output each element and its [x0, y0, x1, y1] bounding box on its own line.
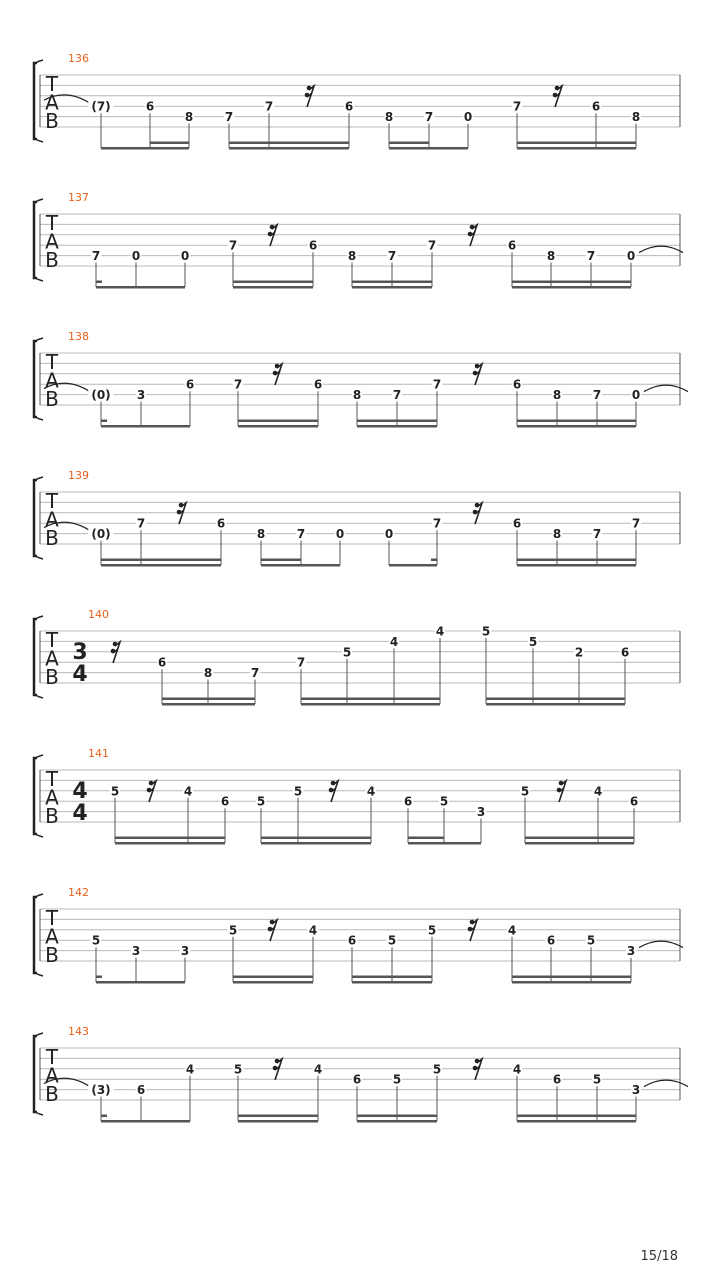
- time-signature-top: 3: [72, 640, 88, 665]
- secondary-beam: [233, 976, 313, 979]
- primary-beam: [301, 703, 440, 706]
- fret-number: 3: [131, 944, 141, 959]
- fret-number: 6: [220, 794, 230, 809]
- primary-beam: [96, 981, 185, 984]
- fret-number: 5: [91, 933, 101, 948]
- sixteenth-rest: [557, 781, 566, 802]
- bracket-hook-bottom: [35, 834, 43, 837]
- sixteenth-rest: [553, 86, 562, 107]
- fret-number: 4: [183, 784, 193, 799]
- fret-number: 3: [136, 388, 146, 403]
- fret-number: 8: [631, 110, 641, 125]
- fret-number: 8: [552, 527, 562, 542]
- sixteenth-rest: [268, 225, 277, 246]
- primary-beam: [512, 981, 631, 984]
- primary-beam: [162, 703, 255, 706]
- tab-clef-letter: T: [45, 211, 59, 235]
- fret-number: 5: [592, 1072, 602, 1087]
- measure-number: 136: [68, 52, 89, 65]
- secondary-beam: [431, 559, 437, 562]
- tab-clef-letter: B: [45, 248, 59, 272]
- secondary-beam: [517, 420, 636, 423]
- fret-number: 7: [228, 238, 238, 253]
- bracket-hook-bottom: [35, 139, 43, 142]
- primary-beam: [238, 425, 318, 428]
- tab-clef-letter: B: [45, 804, 59, 828]
- primary-beam: [352, 286, 432, 289]
- bracket-hook-top: [35, 199, 43, 202]
- tie-out-arc: [639, 246, 683, 253]
- bracket-hook-top: [35, 477, 43, 480]
- fret-number: 8: [347, 249, 357, 264]
- sixteenth-rest: [473, 364, 482, 385]
- fret-number: 5: [387, 933, 397, 948]
- fret-number: 6: [512, 377, 522, 392]
- fret-number: 5: [586, 933, 596, 948]
- tab-clef-letter: B: [45, 1082, 59, 1106]
- secondary-beam: [101, 559, 221, 562]
- tab-clef-letter: B: [45, 387, 59, 411]
- fret-number: 5: [233, 1062, 243, 1077]
- measure-number: 139: [68, 469, 89, 482]
- tab-system: [34, 1025, 688, 1123]
- fret-number: 3: [180, 944, 190, 959]
- primary-beam: [101, 147, 189, 150]
- fret-number: 5: [293, 784, 303, 799]
- tab-clef-letter: T: [45, 489, 59, 513]
- tab-clef-letter: T: [45, 1045, 59, 1069]
- tab-clef-letter: T: [45, 350, 59, 374]
- fret-number: 0: [463, 110, 473, 125]
- sixteenth-rest: [147, 781, 156, 802]
- fret-number: 7: [592, 527, 602, 542]
- bracket-hook-bottom: [35, 1112, 43, 1115]
- sixteenth-rest: [468, 225, 477, 246]
- fret-number: 8: [384, 110, 394, 125]
- system-bracket: [34, 1036, 37, 1112]
- fret-number: 8: [256, 527, 266, 542]
- tab-clef-letter: A: [45, 229, 59, 254]
- measure-number: 141: [88, 747, 109, 760]
- fret-number: 7: [432, 516, 442, 531]
- fret-number: 4: [435, 624, 445, 639]
- fret-number: 4: [313, 1062, 323, 1077]
- fret-number: 8: [546, 249, 556, 264]
- tab-clef-letter: B: [45, 526, 59, 550]
- primary-beam: [512, 286, 631, 289]
- fret-number: 4: [389, 634, 399, 649]
- tab-clef-letter: B: [45, 109, 59, 133]
- secondary-beam: [101, 420, 107, 423]
- fret-number: 5: [432, 1062, 442, 1077]
- time-signature-top: 4: [72, 779, 88, 804]
- fret-number: 6: [313, 377, 323, 392]
- secondary-beam: [352, 281, 432, 284]
- tie-out-arc: [644, 1080, 688, 1087]
- fret-number: 8: [203, 666, 213, 681]
- primary-beam: [233, 981, 313, 984]
- primary-beam: [115, 842, 225, 845]
- secondary-beam: [229, 142, 349, 145]
- fret-number: 0: [131, 249, 141, 264]
- fret-number: 7: [224, 110, 234, 125]
- tab-clef-letter: A: [45, 368, 59, 393]
- fret-number: 6: [344, 99, 354, 114]
- bracket-hook-bottom: [35, 973, 43, 976]
- fret-number: 6: [629, 794, 639, 809]
- measure-number: 137: [68, 191, 89, 204]
- tab-system: [34, 886, 683, 984]
- fret-number: (7): [91, 99, 111, 114]
- secondary-beam: [96, 976, 102, 979]
- fret-number: 4: [593, 784, 603, 799]
- secondary-beam: [352, 976, 432, 979]
- fret-number: 6: [157, 655, 167, 670]
- tab-clef-letter: B: [45, 943, 59, 967]
- sixteenth-rest: [473, 503, 482, 524]
- tab-system: [34, 191, 683, 289]
- primary-beam: [229, 147, 349, 150]
- fret-number: 5: [520, 784, 530, 799]
- secondary-beam: [101, 1115, 107, 1118]
- secondary-beam: [150, 142, 189, 145]
- secondary-beam: [525, 837, 634, 840]
- fret-number: 6: [185, 377, 195, 392]
- fret-number: 7: [512, 99, 522, 114]
- fret-number: 7: [586, 249, 596, 264]
- tab-system: [34, 52, 680, 150]
- bracket-hook-top: [35, 1033, 43, 1036]
- fret-number: 5: [439, 794, 449, 809]
- fret-number: 6: [591, 99, 601, 114]
- primary-beam: [525, 842, 634, 845]
- fret-number: 5: [256, 794, 266, 809]
- primary-beam: [233, 286, 313, 289]
- secondary-beam: [517, 142, 636, 145]
- fret-number: 0: [626, 249, 636, 264]
- primary-beam: [101, 564, 221, 567]
- sixteenth-rest: [473, 1059, 482, 1080]
- fret-number: 6: [308, 238, 318, 253]
- system-bracket: [34, 897, 37, 973]
- system-bracket: [34, 63, 37, 139]
- tab-clef-letter: B: [45, 665, 59, 689]
- secondary-beam: [301, 698, 440, 701]
- primary-beam: [517, 425, 636, 428]
- primary-beam: [389, 147, 468, 150]
- measure-number: 140: [88, 608, 109, 621]
- secondary-beam: [115, 837, 225, 840]
- sixteenth-rest: [111, 642, 120, 663]
- system-bracket: [34, 619, 37, 695]
- tab-system: [34, 608, 680, 706]
- time-signature-bottom: 4: [72, 801, 88, 826]
- secondary-beam: [96, 281, 102, 284]
- secondary-beam: [261, 837, 371, 840]
- fret-number: 6: [552, 1072, 562, 1087]
- primary-beam: [96, 286, 185, 289]
- fret-number: 6: [145, 99, 155, 114]
- tab-clef-letter: A: [45, 90, 59, 115]
- fret-number: 7: [387, 249, 397, 264]
- fret-number: 5: [481, 624, 491, 639]
- fret-number: 5: [427, 923, 437, 938]
- secondary-beam: [408, 837, 444, 840]
- fret-number: 6: [352, 1072, 362, 1087]
- bracket-hook-bottom: [35, 695, 43, 698]
- fret-number: 7: [91, 249, 101, 264]
- fret-number: 6: [620, 645, 630, 660]
- fret-number: (0): [91, 388, 111, 403]
- fret-number: 7: [392, 388, 402, 403]
- fret-number: 0: [631, 388, 641, 403]
- primary-beam: [517, 147, 636, 150]
- tab-system: [34, 747, 680, 845]
- fret-number: 6: [216, 516, 226, 531]
- tie-out-arc: [639, 941, 683, 948]
- fret-number: 6: [347, 933, 357, 948]
- secondary-beam: [233, 281, 313, 284]
- tab-clef-letter: T: [45, 767, 59, 791]
- tab-clef-letter: A: [45, 1063, 59, 1088]
- secondary-beam: [357, 420, 437, 423]
- fret-number: 0: [384, 527, 394, 542]
- fret-number: 8: [352, 388, 362, 403]
- tab-clef-letter: A: [45, 924, 59, 949]
- fret-number: 4: [185, 1062, 195, 1077]
- bracket-hook-top: [35, 894, 43, 897]
- fret-number: 7: [631, 516, 641, 531]
- system-bracket: [34, 341, 37, 417]
- system-bracket: [34, 758, 37, 834]
- sixteenth-rest: [268, 920, 277, 941]
- bracket-hook-bottom: [35, 417, 43, 420]
- fret-number: 3: [626, 944, 636, 959]
- primary-beam: [352, 981, 432, 984]
- primary-beam: [101, 425, 190, 428]
- primary-beam: [357, 1120, 437, 1123]
- fret-number: 2: [574, 645, 584, 660]
- fret-number: 0: [335, 527, 345, 542]
- tab-clef-letter: A: [45, 507, 59, 532]
- secondary-beam: [357, 1115, 437, 1118]
- sixteenth-rest: [273, 364, 282, 385]
- tie-out-arc: [644, 385, 688, 392]
- system-bracket: [34, 480, 37, 556]
- secondary-beam: [517, 1115, 636, 1118]
- sixteenth-rest: [329, 781, 338, 802]
- page-number: 15/18: [640, 1249, 678, 1264]
- fret-number: 6: [512, 516, 522, 531]
- bracket-hook-top: [35, 755, 43, 758]
- primary-beam: [486, 703, 625, 706]
- fret-number: 7: [233, 377, 243, 392]
- secondary-beam: [238, 1115, 318, 1118]
- sixteenth-rest: [468, 920, 477, 941]
- system-bracket: [34, 202, 37, 278]
- primary-beam: [101, 1120, 190, 1123]
- fret-number: 0: [180, 249, 190, 264]
- fret-number: 7: [432, 377, 442, 392]
- fret-number: 5: [392, 1072, 402, 1087]
- tab-clef-letter: A: [45, 646, 59, 671]
- bracket-hook-bottom: [35, 556, 43, 559]
- tab-system: [34, 330, 688, 428]
- sixteenth-rest: [273, 1059, 282, 1080]
- fret-number: 8: [184, 110, 194, 125]
- fret-number: 6: [507, 238, 517, 253]
- tab-clef-letter: T: [45, 628, 59, 652]
- fret-number: 7: [592, 388, 602, 403]
- primary-beam: [517, 1120, 636, 1123]
- secondary-beam: [162, 698, 255, 701]
- fret-number: (3): [91, 1083, 111, 1098]
- fret-number: 8: [552, 388, 562, 403]
- primary-beam: [357, 425, 437, 428]
- fret-number: 7: [296, 655, 306, 670]
- time-signature-bottom: 4: [72, 662, 88, 687]
- primary-beam: [517, 564, 636, 567]
- fret-number: 5: [228, 923, 238, 938]
- bracket-hook-top: [35, 616, 43, 619]
- tab-clef-letter: T: [45, 906, 59, 930]
- secondary-beam: [517, 559, 636, 562]
- primary-beam: [408, 842, 481, 845]
- fret-number: 7: [424, 110, 434, 125]
- primary-beam: [261, 842, 371, 845]
- secondary-beam: [486, 698, 625, 701]
- tab-clef-letter: A: [45, 785, 59, 810]
- fret-number: 7: [250, 666, 260, 681]
- fret-number: 4: [366, 784, 376, 799]
- sixteenth-rest: [305, 86, 314, 107]
- fret-number: 6: [403, 794, 413, 809]
- secondary-beam: [512, 976, 631, 979]
- fret-number: 4: [308, 923, 318, 938]
- fret-number: 5: [528, 634, 538, 649]
- primary-beam: [261, 564, 340, 567]
- measure-number: 143: [68, 1025, 89, 1038]
- fret-number: 7: [296, 527, 306, 542]
- fret-number: 3: [631, 1083, 641, 1098]
- fret-number: 3: [476, 805, 486, 820]
- fret-number: 6: [546, 933, 556, 948]
- bracket-hook-top: [35, 60, 43, 63]
- sixteenth-rest: [177, 503, 186, 524]
- measure-number: 138: [68, 330, 89, 343]
- fret-number: 7: [264, 99, 274, 114]
- fret-number: 5: [342, 645, 352, 660]
- secondary-beam: [261, 559, 301, 562]
- fret-number: (0): [91, 527, 111, 542]
- fret-number: 7: [136, 516, 146, 531]
- primary-beam: [238, 1120, 318, 1123]
- secondary-beam: [389, 142, 429, 145]
- bracket-hook-top: [35, 338, 43, 341]
- secondary-beam: [238, 420, 318, 423]
- tab-system: [34, 469, 680, 567]
- secondary-beam: [512, 281, 631, 284]
- measure-number: 142: [68, 886, 89, 899]
- tab-clef-letter: T: [45, 72, 59, 96]
- primary-beam: [389, 564, 437, 567]
- fret-number: 4: [507, 923, 517, 938]
- fret-number: 7: [427, 238, 437, 253]
- bracket-hook-bottom: [35, 278, 43, 281]
- fret-number: 5: [110, 784, 120, 799]
- fret-number: 6: [136, 1083, 146, 1098]
- fret-number: 4: [512, 1062, 522, 1077]
